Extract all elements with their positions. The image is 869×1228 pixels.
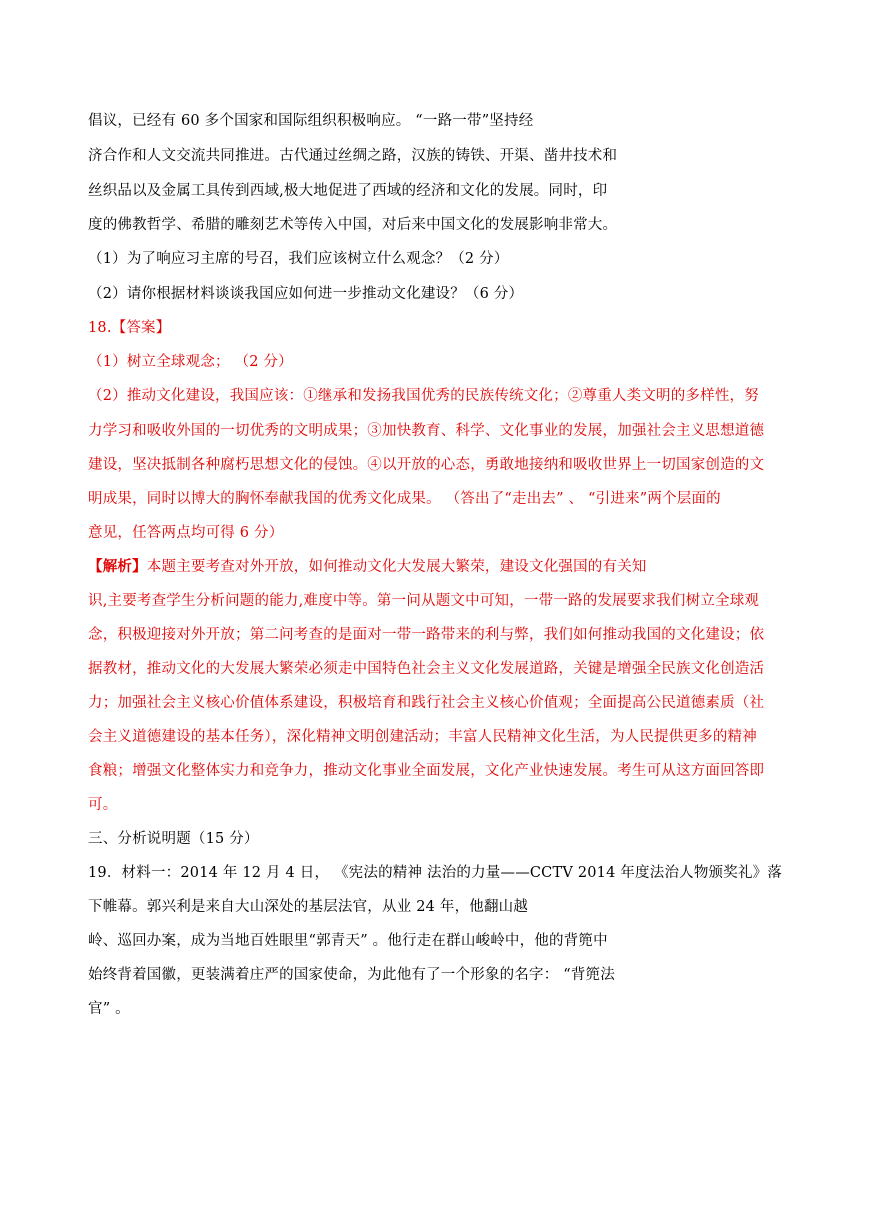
q19-line-5: 官” 。 [88,1001,130,1017]
q19-line-4: 始终背着国徽，更装满着庄严的国家使命，为此他有了一个形象的名字： “背篼法 [88,967,615,983]
material-line-2: 济合作和人文交流共同推进。古代通过丝绸之路，汉族的铸铁、开渠、凿井技术和 [88,148,618,164]
answer-2-line-5: 意见，任答两点均可得 6 分） [88,525,284,541]
q19-line-2: 下帷幕。郭兴利是来自大山深处的基层法官，从业 24 年，他翻山越 [88,899,529,915]
section-heading: 三、分析说明题（15 分） [88,831,259,847]
material-line-4: 度的佛教哲学、希腊的雕刻艺术等传入中国，对后来中国文化的发展影响非常大。 [88,217,618,233]
analysis-line-6: 会主义道德建设的基本任务），深化精神文明创建活动；丰富人民精神文化生活，为人民提供更多的精神 [88,729,757,745]
analysis-tag: 【解析】 [88,558,147,575]
analysis-line-3: 念，积极迎接对外开放；第二问考查的是面对一带一路带来的利与弊，我们如何推动我国的文化建设；依 [88,627,765,643]
analysis-line-7: 食粮；增强文化整体实力和竞争力，推动文化事业全面发展，文化产业快速发展。考生可从这方面回答即 [88,763,765,779]
question-1: （1）为了响应习主席的号召，我们应该树立什么观念？（2 分） [88,251,509,267]
q19-line-1: 19．材料一：2014 年 12 月 4 日， 《宪法的精神 法治的力量——CCTV 2014 年度法治人物颁奖礼》落 [88,865,783,881]
answer-2-line-2: 力学习和吸收外国的一切优秀的文明成果；③加快教育、科学、文化事业的发展，加强社会主义思想道德 [88,423,765,439]
analysis-line-5: 力；加强社会主义核心价值体系建设，积极培育和践行社会主义核心价值观；全面提高公民道德素质（社 [88,695,765,711]
answer-1: （1）树立全球观念； （2 分） [88,354,293,370]
material-line-1: 倡议，已经有 60 多个国家和国际组织积极响应。 “一路一带”坚持经 [88,113,534,129]
answer-2-line-1: （2）推动文化建设，我国应该：①继承和发扬我国优秀的民族传统文化；②尊重人类文明的多样性，努 [88,388,759,404]
material-line-3: 丝织品以及金属工具传到西域,极大地促进了西域的经济和文化的发展。同时，印 [88,183,608,199]
analysis-line-8: 可。 [88,797,118,813]
analysis-line-2: 识,主要考查学生分析问题的能力,难度中等。第一问从题文中可知，一带一路的发展要求我们树立全球观 [88,593,760,609]
answer-heading: 18.【答案】 [88,320,171,336]
answer-2-line-3: 建设，坚决抵制各种腐朽思想文化的侵蚀。④以开放的心态，勇敢地接纳和吸收世界上一切国家创造的文 [88,457,765,473]
q19-line-3: 岭、巡回办案，成为当地百姓眼里“郭青天” 。他行走在群山峻岭中，他的背篼中 [88,933,608,949]
analysis-line-1: 【解析】本题主要考查对外开放，如何推动文化大发展大繁荣，建设文化强国的有关知 [88,558,647,575]
analysis-line-4: 据教材，推动文化的大发展大繁荣必须走中国特色社会主义文化发展道路，关键是增强全民族文化创造活 [88,661,765,677]
question-2: （2）请你根据材料谈谈我国应如何进一步推动文化建设？（6 分） [88,286,524,302]
answer-2-line-4: 明成果，同时以博大的胸怀奉献我国的优秀文化成果。 （答出了“走出去” 、 “引进来”两个层面的 [88,491,721,507]
